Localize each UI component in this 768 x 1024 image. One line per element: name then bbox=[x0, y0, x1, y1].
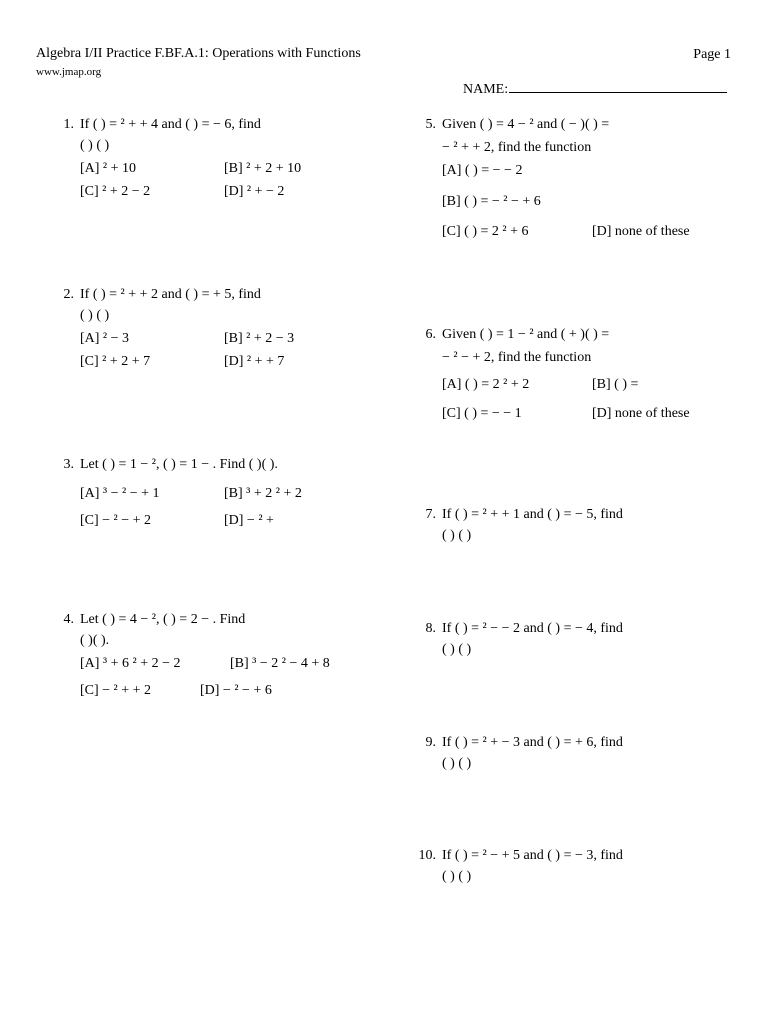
question-stem-line: If ( ) = ² + + 4 and ( ) = − 6, find bbox=[80, 117, 261, 132]
choice-d[interactable]: [D] − ² + bbox=[224, 513, 274, 528]
choice-a[interactable]: [A] ³ + 6 ² + 2 − 2 bbox=[80, 656, 181, 671]
question-number: 1. bbox=[63, 117, 74, 132]
question-stem-line: ( ) ( ) bbox=[80, 308, 110, 323]
question-stem-line: If ( ) = ² + − 3 and ( ) = + 6, find bbox=[442, 735, 623, 750]
page-number: Page 1 bbox=[693, 47, 731, 62]
question-9 bbox=[425, 732, 732, 774]
name-blank-line[interactable] bbox=[509, 80, 727, 93]
question-stem-line: ( )( ). bbox=[80, 633, 110, 648]
choice-d[interactable]: [D] ² + + 7 bbox=[224, 354, 285, 369]
question-stem-line: If ( ) = ² + + 1 and ( ) = − 5, find bbox=[442, 507, 623, 522]
choice-d[interactable]: [D] ² + − 2 bbox=[224, 184, 285, 199]
question-stem-line: Given ( ) = 4 − ² and ( − )( ) = bbox=[442, 117, 610, 132]
question-stem-line: If ( ) = ² + + 2 and ( ) = + 5, find bbox=[80, 287, 261, 302]
choice-a[interactable]: [A] ( ) = − − 2 bbox=[442, 163, 523, 178]
choice-a[interactable]: [A] ( ) = 2 ² + 2 bbox=[442, 377, 530, 392]
worksheet-title: Algebra I/II Practice F.BF.A.1: Operations with Functions bbox=[36, 46, 361, 61]
question-10 bbox=[418, 845, 732, 887]
question-1 bbox=[63, 114, 380, 206]
website-label: www.jmap.org bbox=[36, 66, 102, 78]
name-label: NAME: bbox=[463, 82, 509, 97]
question-stem-line: Given ( ) = 1 − ² and ( + )( ) = bbox=[442, 327, 610, 342]
question-stem-line: ( ) ( ) bbox=[442, 869, 472, 884]
choice-c[interactable]: [C] − ² + + 2 bbox=[80, 683, 152, 698]
question-5 bbox=[425, 114, 732, 246]
choice-a[interactable]: [A] ² − 3 bbox=[80, 331, 130, 346]
question-number: 4. bbox=[63, 612, 74, 627]
choice-c[interactable]: [C] ( ) = − − 1 bbox=[442, 406, 522, 421]
choice-b[interactable]: [B] ( ) = − ² − + 6 bbox=[442, 194, 541, 209]
choice-b[interactable]: [B] ³ − 2 ² − 4 + 8 bbox=[230, 656, 330, 671]
choice-c[interactable]: [C] ² + 2 + 7 bbox=[80, 354, 151, 369]
question-6 bbox=[425, 324, 732, 428]
question-number: 7. bbox=[425, 507, 436, 522]
question-number: 9. bbox=[425, 735, 436, 750]
question-2 bbox=[63, 284, 380, 376]
choice-c[interactable]: [C] − ² − + 2 bbox=[80, 513, 152, 528]
choice-d[interactable]: [D] − ² − + 6 bbox=[200, 683, 272, 698]
question-stem-line: Let ( ) = 1 − ², ( ) = 1 − . Find ( )( ). bbox=[80, 457, 278, 472]
question-stem-line: − ² − + 2, find the function bbox=[442, 350, 592, 365]
question-stem-line: Let ( ) = 4 − ², ( ) = 2 − . Find bbox=[80, 612, 246, 627]
choice-b[interactable]: [B] ² + 2 + 10 bbox=[224, 161, 302, 176]
choice-b[interactable]: [B] ( ) = bbox=[592, 377, 639, 392]
question-4 bbox=[63, 609, 380, 703]
question-stem-line: − ² + + 2, find the function bbox=[442, 140, 592, 155]
question-stem-line: If ( ) = ² − − 2 and ( ) = − 4, find bbox=[442, 621, 623, 636]
question-stem-line: ( ) ( ) bbox=[442, 642, 472, 657]
choice-c[interactable]: [C] ² + 2 − 2 bbox=[80, 184, 151, 199]
question-7 bbox=[425, 504, 732, 546]
choice-d[interactable]: [D] none of these bbox=[592, 406, 690, 421]
question-number: 2. bbox=[63, 287, 74, 302]
question-stem-line: ( ) ( ) bbox=[442, 528, 472, 543]
question-number: 5. bbox=[425, 117, 436, 132]
choice-b[interactable]: [B] ³ + 2 ² + 2 bbox=[224, 486, 302, 501]
question-stem-line: If ( ) = ² − + 5 and ( ) = − 3, find bbox=[442, 848, 623, 863]
question-3 bbox=[63, 454, 380, 533]
choice-a[interactable]: [A] ³ − ² − + 1 bbox=[80, 486, 160, 501]
question-number: 6. bbox=[425, 327, 436, 342]
choice-a[interactable]: [A] ² + 10 bbox=[80, 161, 137, 176]
choice-b[interactable]: [B] ² + 2 − 3 bbox=[224, 331, 295, 346]
choice-c[interactable]: [C] ( ) = 2 ² + 6 bbox=[442, 224, 529, 239]
question-stem-line: ( ) ( ) bbox=[80, 138, 110, 153]
question-number: 8. bbox=[425, 621, 436, 636]
question-number: 3. bbox=[63, 457, 74, 472]
name-field[interactable] bbox=[463, 80, 727, 98]
question-stem-line: ( ) ( ) bbox=[442, 756, 472, 771]
choice-d[interactable]: [D] none of these bbox=[592, 224, 690, 239]
question-8 bbox=[425, 618, 732, 660]
question-number: 10. bbox=[418, 848, 436, 863]
